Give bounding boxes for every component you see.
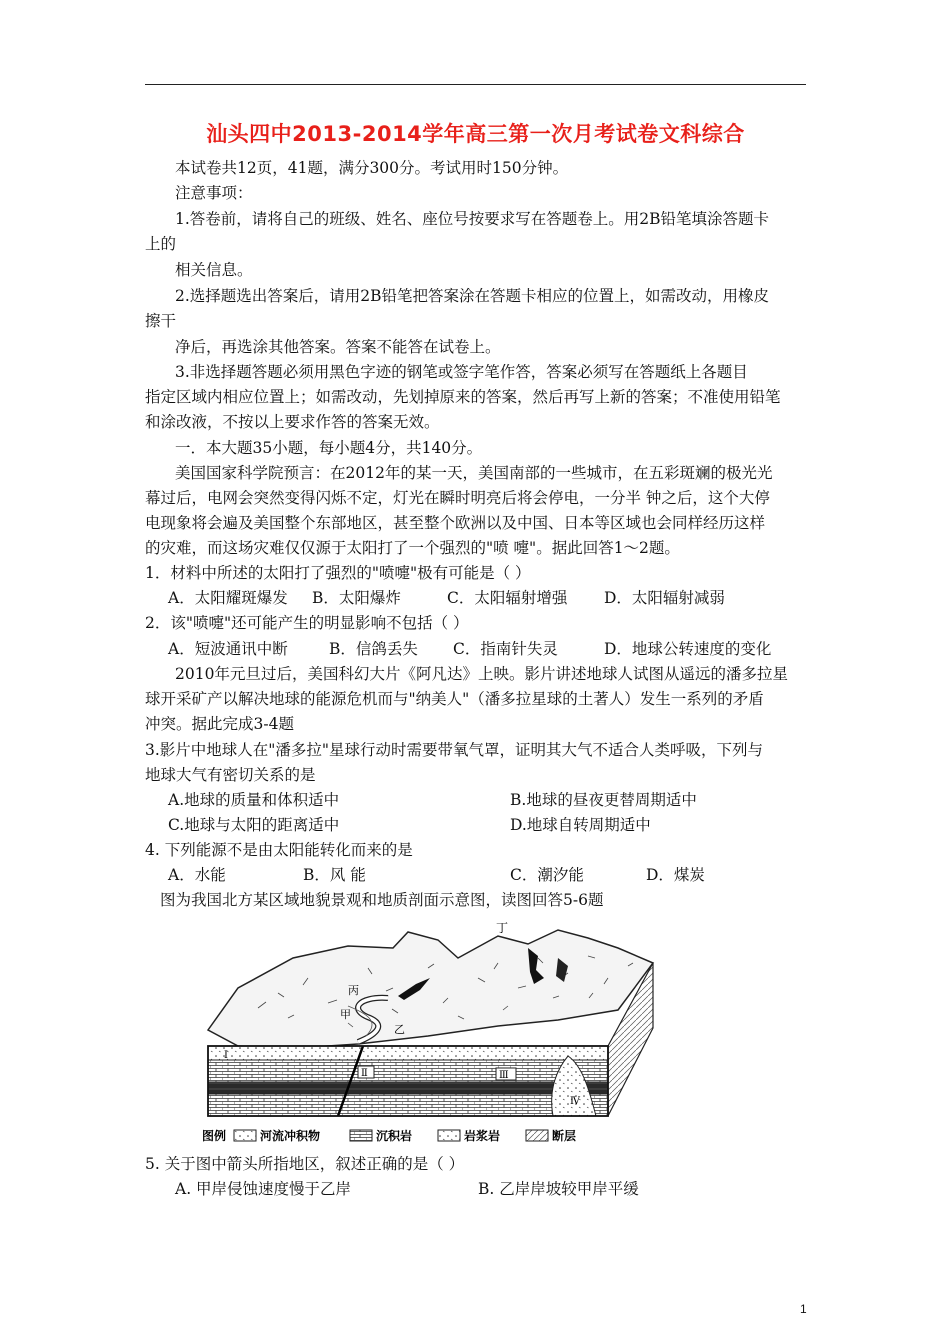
- q3-stem: 3.影片中地球人在"潘多拉"星球行动时需要带氧气罩，证明其大气不适合人类呼吸，下列与: [145, 741, 764, 759]
- q5-option-a: A. 甲岸侵蚀速度慢于乙岸: [175, 1180, 352, 1198]
- passage1-line: 幕过后，电网会突然变得闪烁不定，灯光在瞬时明亮后将会停电，一分半 钟之后，这个大停: [145, 489, 770, 507]
- label-ding: 丁: [496, 921, 509, 935]
- geology-block-diagram: [198, 918, 664, 1146]
- q1-option-d: D．太阳辐射减弱: [604, 589, 725, 607]
- section-heading: 一．本大题35小题，每小题4分，共140分。: [175, 439, 483, 457]
- notice-1-cont2: 相关信息。: [175, 261, 253, 279]
- legend-magmatic: 岩浆岩: [464, 1129, 501, 1143]
- q2-stem: 2．该"喷嚏"还可能产生的明显影响不包括（ ）: [145, 614, 469, 632]
- q1-option-a: A．太阳耀斑爆发: [168, 589, 288, 607]
- passage1-line: 电现象将会遍及美国整个东部地区，甚至整个欧洲以及中国、日本等区域也会同样经历这样: [145, 514, 766, 532]
- passage2-line: 2010年元旦过后，美国科幻大片《阿凡达》上映。影片讲述地球人试图从遥远的潘多拉星: [175, 665, 788, 683]
- q2-option-d: D．地球公转速度的变化: [604, 640, 772, 658]
- passage1-line: 的灾难，而这场灾难仅仅源于太阳打了一个强烈的"喷 嚏"。据此回答1～2题。: [145, 539, 680, 557]
- passage1-line: 美国国家科学院预言：在2012年的某一天，美国南部的一些城市，在五彩斑斓的极光光: [175, 464, 773, 482]
- q2-option-a: A．短波通讯中断: [168, 640, 288, 658]
- q4-option-c: C．潮汐能: [510, 866, 584, 884]
- q3-option-b: B.地球的昼夜更替周期适中: [510, 791, 697, 809]
- sedimentary-layer: [208, 1094, 608, 1116]
- label-bing: 丙: [348, 984, 359, 997]
- notice-2-cont: 擦干: [145, 312, 177, 330]
- terrain-surface: [208, 930, 653, 1048]
- q4-option-a: A．水能: [168, 866, 226, 884]
- q1-option-c: C．太阳辐射增强: [447, 589, 568, 607]
- notice-1: 1.答卷前，请将自己的班级、姓名、座位号按要求写在答题卷上。用2B铅笔填涂答题卡: [175, 210, 770, 228]
- intro-line: 本试卷共12页，41题，满分300分。考试用时150分钟。: [175, 159, 569, 177]
- dark-layer: [208, 1082, 608, 1094]
- notice-3: 3.非选择题答题必须用黑色字迹的钢笔或签字笔作答，答案必须写在答题纸上各题目: [175, 363, 748, 381]
- q3-option-d: D.地球自转周期适中: [510, 816, 651, 834]
- label-region-4: Ⅳ: [570, 1096, 580, 1107]
- figure-legend: [202, 1128, 576, 1143]
- q2-option-c: C．指南针失灵: [453, 640, 558, 658]
- q1-stem: 1．材料中所述的太阳打了强烈的"喷嚏"极有可能是（ ）: [145, 564, 531, 582]
- sedimentary-layer: [208, 1060, 608, 1082]
- label-jia: 甲: [340, 1008, 351, 1021]
- notice-1-cont: 上的: [145, 235, 177, 253]
- alluvium-layer: [208, 1046, 608, 1060]
- passage2-line: 冲突。据此完成3-4题: [145, 715, 294, 733]
- q5-stem: 5. 关于图中箭头所指地区，叙述正确的是（ ）: [145, 1155, 465, 1173]
- page-title: 汕头四中2013-2014学年高三第一次月考试卷文科综合: [206, 122, 745, 146]
- legend-alluvium: 河流冲积物: [260, 1129, 321, 1143]
- q1-option-b: B．太阳爆炸: [312, 589, 401, 607]
- label-region-1: Ⅰ: [224, 1050, 228, 1061]
- figure-intro: 图为我国北方某区域地貌景观和地质剖面示意图，读图回答5-6题: [160, 891, 604, 909]
- header-rule: [145, 84, 806, 85]
- q4-option-b: B．风 能: [303, 866, 366, 884]
- page-number: 1: [800, 1302, 807, 1316]
- label-region-2: Ⅱ: [361, 1068, 368, 1079]
- q4-stem: 4. 下列能源不是由太阳能转化而来的是: [145, 841, 413, 859]
- notice-3-cont2: 和涂改液，不按以上要求作答的答案无效。: [145, 413, 440, 431]
- q3-option-c: C.地球与太阳的距离适中: [168, 816, 340, 834]
- notice-3-cont: 指定区域内相应位置上；如需改动，先划掉原来的答案，然后再写上新的答案；不准使用铅笔: [145, 388, 781, 406]
- q3-option-a: A.地球的质量和体积适中: [168, 791, 340, 809]
- legend-fault: 断层: [552, 1129, 577, 1143]
- passage2-line: 球开采矿产以解决地球的能源危机而与"纳美人"（潘多拉星球的土著人）发生一系列的矛盾: [145, 690, 764, 708]
- q4-option-d: D．煤炭: [646, 866, 705, 884]
- notice-label: 注意事项：: [175, 184, 253, 202]
- legend-title: 图例: [202, 1129, 227, 1143]
- label-region-3: Ⅲ: [499, 1070, 509, 1081]
- notice-2-cont2: 净后，再选涂其他答案。答案不能答在试卷上。: [175, 338, 501, 356]
- q2-option-b: B．信鸽丢失: [329, 640, 418, 658]
- legend-sedimentary: 沉积岩: [376, 1129, 413, 1143]
- q3-stem-cont: 地球大气有密切关系的是: [145, 766, 316, 784]
- q5-option-b: B. 乙岸岸坡较甲岸平缓: [478, 1180, 639, 1198]
- notice-2: 2.选择题选出答案后，请用2B铅笔把答案涂在答题卡相应的位置上，如需改动，用橡皮: [175, 287, 770, 305]
- label-yi: 乙: [394, 1023, 405, 1036]
